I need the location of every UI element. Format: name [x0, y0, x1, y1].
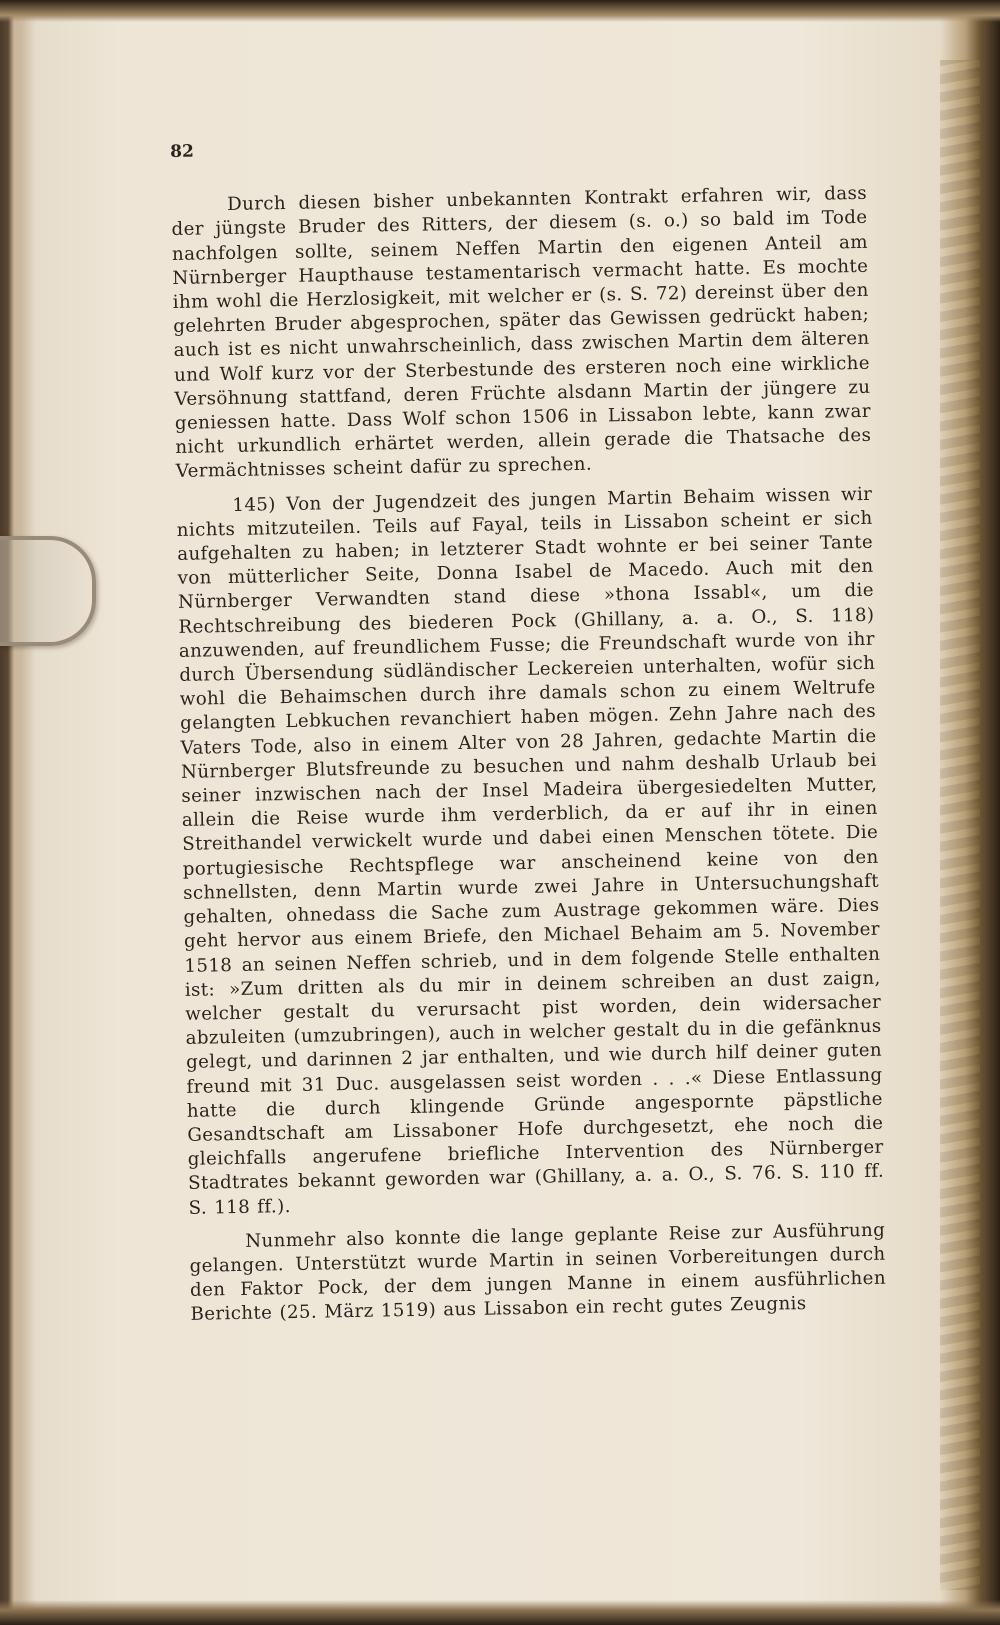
page-edge-stain: [940, 60, 980, 1590]
paragraph-3: Nunmehr also konnte die lange geplante Reise zur Ausführung gelangen. Unterstützt wurde Martin in seinen Vorbereitungen durch den Faktor Pock, der dem jungen Manne in einem ausführlichen Berichte (25. März 1519) aus Lissabon ein recht gutes Zeugnis: [189, 1219, 887, 1326]
page-edge-top: [0, 0, 1000, 22]
paragraph-1: Durch diesen bisher unbekannten Kontrakt erfahren wir, dass der jüngste Bruder des Ritters, der diesem (s. o.) so bald im Tode nachfolgen sollte, seinem Neffen Martin den eigenen Anteil am Nürnberger Haupthause testamentarisch vermacht hatte. Es mochte ihm wohl die Herzlosigkeit, mit welcher er (s. S. 72) dereinst über den gelehrten Bruder abgesprochen, später das Gewissen gedrückt haben; auch ist es nicht unwahrscheinlich, dass zwischen Martin dem älteren und Wolf kurz vor der Sterbestunde des ersteren noch eine wirkliche Versöhnung stattfand, deren Früchte alsdann Martin der jüngere zu geniessen hatte. Dass Wolf schon 1506 in Lissabon lebte, kann zwar nicht urkundlich erhärtet werden, allein gerade die Thatsache des Vermächtnisses scheint dafür zu sprechen.: [171, 183, 872, 483]
paper-clip: [0, 536, 96, 646]
page-edge-bottom: [0, 1600, 1000, 1625]
page-text: [170, 128, 887, 1338]
paragraph-2: 145) Von der Jugendzeit des jungen Martin Behaim wissen wir nichts mitzuteilen. Teils auf Fayal, teils in Lissabon scheint er sich aufgehalten zu haben; in letzterer Stadt wohnte er bei seiner Tante von mütterlicher Seite, Donna Isabel de Macedo. Auch mit den Nürnberger Verwandten stand diese »thona Issabl«, um die Rechtschreibung des biederen Pock (Ghillany, a. a. O., S. 118) anzuwenden, auf freundlichem Fusse; die Freundschaft wurde von ihr durch Übersendung südländischer Leckereien unterhalten, wofür sich wohl die Behaimschen durch ihre damals schon zu einem Weltrufe gelangten Lebkuchen revanchiert haben mögen. Zehn Jahre nach des Vaters Tode, also in einem Alter von 28 Jahren, gedachte Martin die Nürnberger Blutsfreunde zu besuchen und nahm deshalb Urlaub bei seiner inzwischen nach der Insel Madeira übergesiedelten Mutter, allein die Reise wurde ihm verderblich, da er auf ihr in einen Streithandel verwickelt wurde und dabei einen Menschen tötete. Die portugiesische Rechtspflege war anscheinend keine von den schnellsten, denn Martin wurde zwei Jahre in Untersuchungshaft gehalten, ohnedass die Sache zum Austrage gekommen wäre. Dies geht hervor aus einem Briefe, den Michael Behaim am 5. November 1518 an seinen Neffen schrieb, und in dem folgende Stelle enthalten ist: »Zum dritten als du mir in deinem schreiben an dust zaign, welcher gestalt du verursacht pist worden, dein widersacher abzuleiten (umzubringen), auch in welcher gestalt du in die gefänknus gelegt, und darinnen 2 jar enthalten, und wie durch hilf deiner guten freund mit 31 Duc. ausgelassen seist worden . . .« Diese Entlassung hatte die durch klingende Gründe angespornte päpstliche Gesandtschaft am Lissaboner Hofe durchgesetzt, ehe noch die gleichfalls angerufene briefliche Intervention des Nürnberger Stadtrates bekannt geworden war (Ghillany, a. a. O., S. 76. S. 110 ff. S. 118 ff.).: [176, 483, 885, 1219]
page-number: 82: [170, 141, 195, 162]
